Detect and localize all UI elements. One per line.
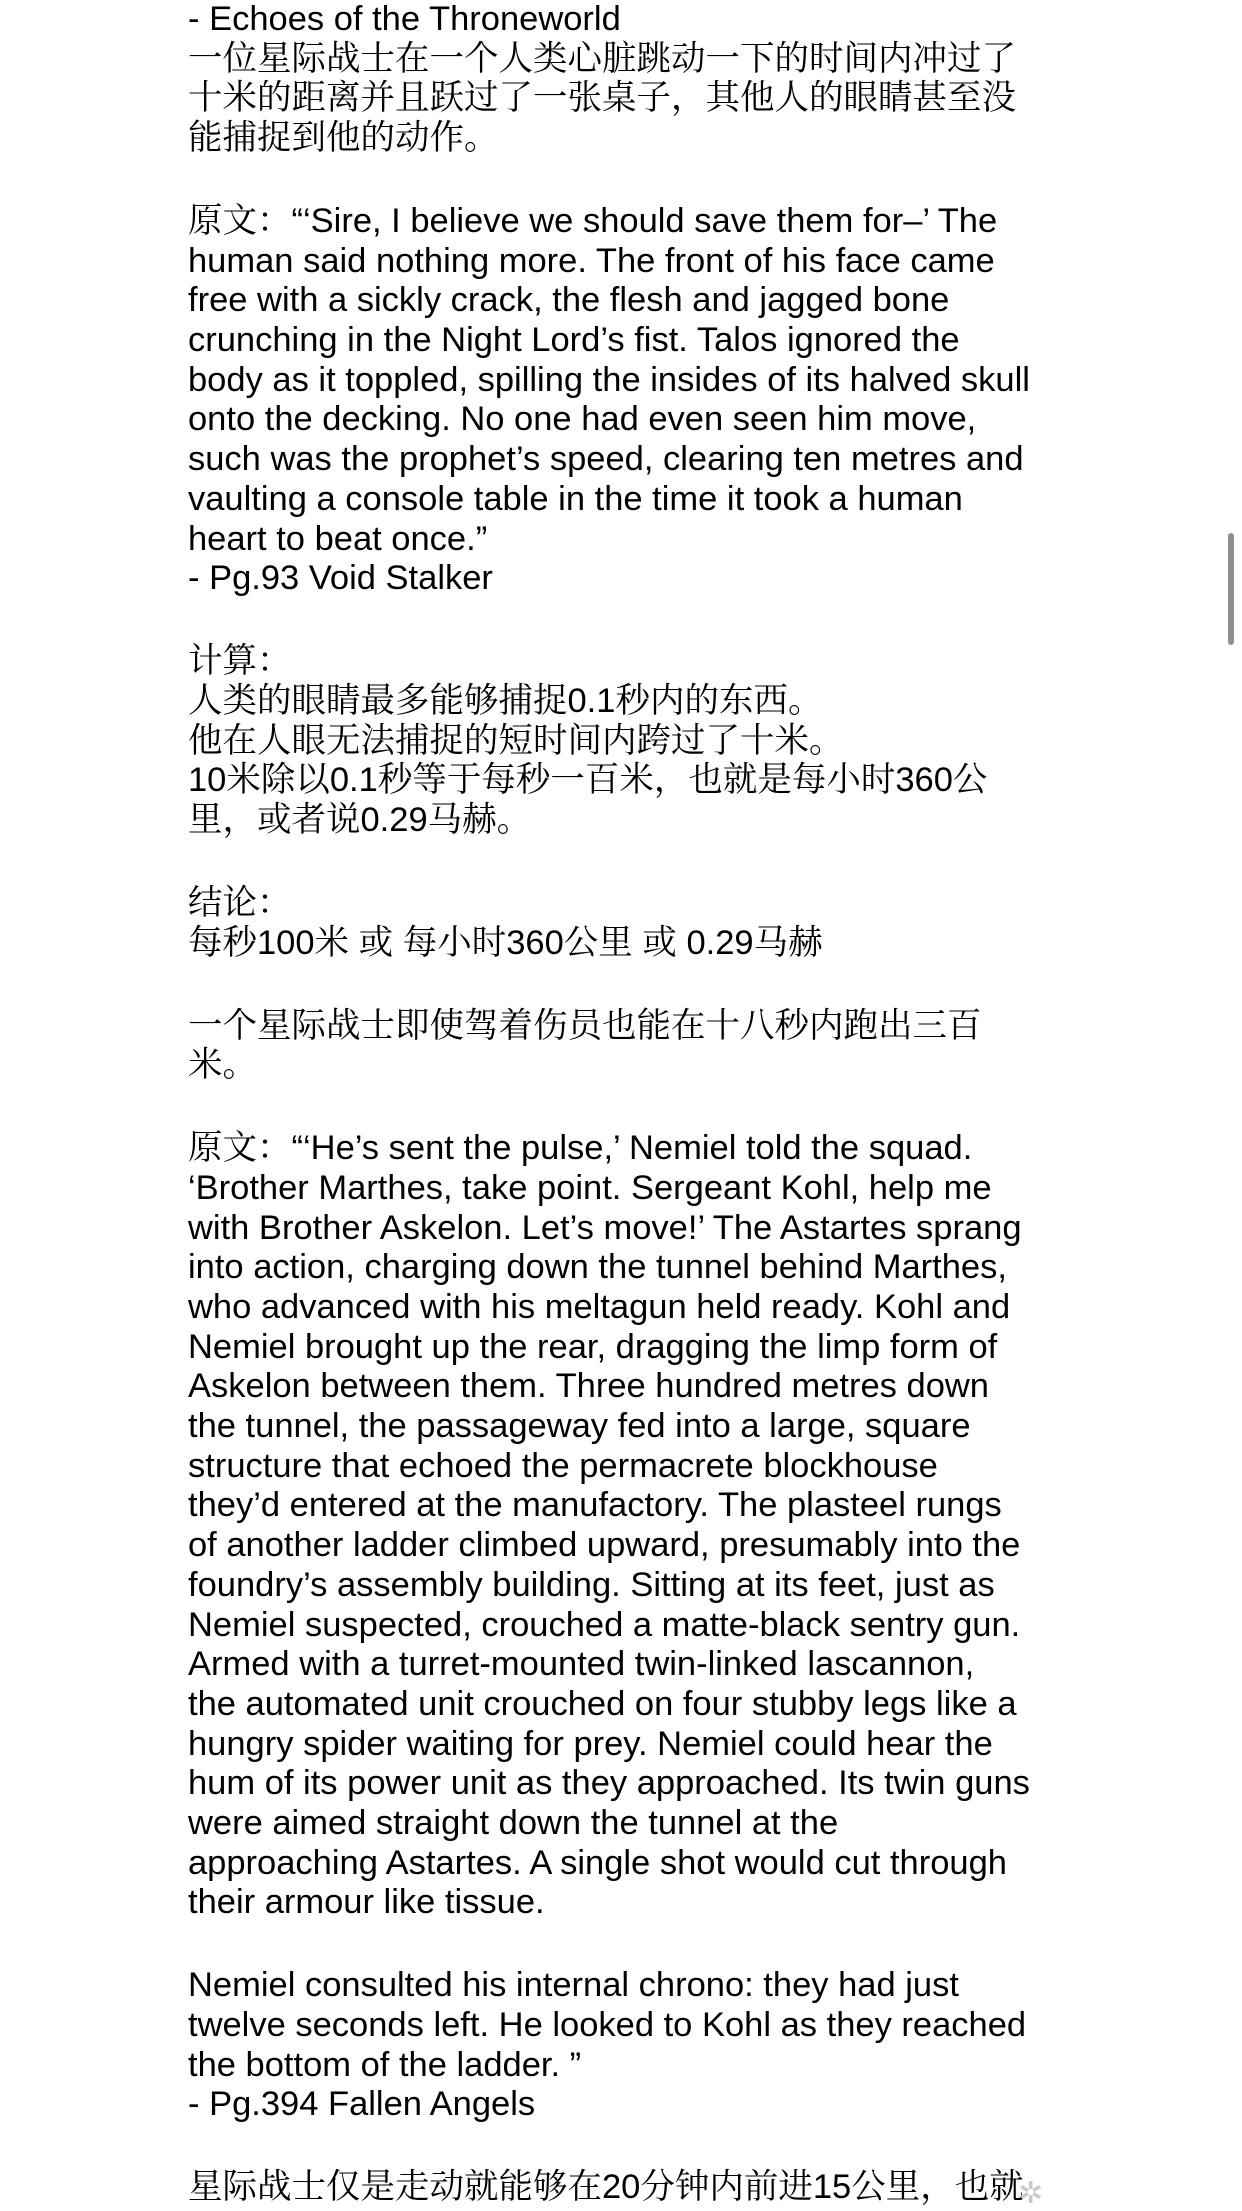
paragraph bbox=[188, 642, 1068, 840]
text-line: who advanced with his meltagun held ready. Kohl and bbox=[188, 1288, 1011, 1327]
text-line: - Pg.394 Fallen Angels bbox=[188, 2085, 536, 2124]
text-line: heart to beat once.” bbox=[188, 519, 488, 558]
paragraph bbox=[188, 884, 1068, 963]
text-line: body as it toppled, spilling the insides of its halved skull bbox=[188, 360, 1030, 399]
paragraph-gap bbox=[188, 1086, 1068, 1129]
paragraph-gap bbox=[188, 841, 1068, 884]
text-line: 一位星际战士在一个人类心脏跳动一下的时间内冲过了 bbox=[188, 39, 1016, 78]
paragraph bbox=[188, 202, 1068, 599]
text-line: Nemiel consulted his internal chrono: they had just bbox=[188, 1966, 959, 2005]
text-line: 他在人眼无法捕捉的短时间内跨过了十米。 bbox=[188, 721, 844, 760]
text-line: the automated unit crouched on four stubby legs like a bbox=[188, 1684, 1017, 1723]
paragraph-gap bbox=[188, 2125, 1068, 2168]
paragraph bbox=[188, 1966, 1068, 2125]
text-line: into action, charging down the tunnel behind Marthes, bbox=[188, 1248, 1007, 1287]
text-line: 星际战士仅是走动就能够在20分钟内前进15公里，也就 bbox=[188, 2168, 1024, 2207]
text-line: structure that echoed the permacrete blockhouse bbox=[188, 1446, 938, 1485]
text-line: crunching in the Night Lord’s fist. Talos ignored the bbox=[188, 321, 960, 360]
text-line: free with a sickly crack, the flesh and jagged bone bbox=[188, 281, 950, 320]
text-line: 米。 bbox=[188, 1046, 257, 1085]
watermark-icon: ✲ bbox=[1018, 2176, 1044, 2211]
paragraph-gap bbox=[188, 159, 1068, 202]
text-line: 结论： bbox=[188, 883, 292, 922]
text-line: 每秒100米 或 每小时360公里 或 0.29马赫 bbox=[188, 923, 823, 962]
text-line: 人类的眼睛最多能够捕捉0.1秒内的东西。 bbox=[188, 681, 823, 720]
paragraph bbox=[188, 1007, 1068, 1086]
text-line: 计算： bbox=[188, 642, 292, 681]
paragraph-gap bbox=[188, 963, 1068, 1006]
paragraph bbox=[188, 0, 1068, 159]
text-line: 里，或者说0.29马赫。 bbox=[188, 800, 532, 839]
text-line: 10米除以0.1秒等于每秒一百米，也就是每小时360公 bbox=[188, 761, 988, 800]
text-line: 一个星际战士即使驾着伤员也能在十八秒内跑出三百 bbox=[188, 1006, 982, 1045]
text-line: of another ladder climbed upward, presumably into the bbox=[188, 1526, 1021, 1565]
text-line: twelve seconds left. He looked to Kohl as they reached bbox=[188, 2006, 1027, 2045]
text-line: Nemiel brought up the rear, dragging the limp form of bbox=[188, 1327, 998, 1366]
text-line: such was the prophet’s speed, clearing ten metres and bbox=[188, 440, 1024, 479]
text-line: hum of its power unit as they approached. Its twin guns bbox=[188, 1764, 1030, 1803]
text-line: onto the decking. No one had even seen him move, bbox=[188, 400, 977, 439]
text-line: were aimed straight down the tunnel at the bbox=[188, 1803, 839, 1842]
text-line: Askelon between them. Three hundred metres down bbox=[188, 1367, 989, 1406]
text-line: 原文：“‘Sire, I believe we should save them for–’ The bbox=[188, 202, 998, 241]
text-line: human said nothing more. The front of his face came bbox=[188, 241, 995, 280]
text-line: with Brother Askelon. Let’s move!’ The Astartes sprang bbox=[188, 1208, 1022, 1247]
text-line: they’d entered at the manufactory. The plasteel rungs bbox=[188, 1486, 1002, 1525]
text-line: Armed with a turret-mounted twin-linked lascannon, bbox=[188, 1645, 975, 1684]
paragraph bbox=[188, 1129, 1068, 1923]
article-body bbox=[188, 0, 1068, 2208]
text-line: 能捕捉到他的动作。 bbox=[188, 119, 499, 158]
text-line: 原文：“‘He’s sent the pulse,’ Nemiel told the squad. bbox=[188, 1129, 973, 1168]
paragraph-gap bbox=[188, 599, 1068, 642]
text-line: vaulting a console table in the time it took a human bbox=[188, 479, 963, 518]
paragraph bbox=[188, 2168, 1068, 2208]
text-line: their armour like tissue. bbox=[188, 1883, 545, 1922]
text-line: - Pg.93 Void Stalker bbox=[188, 559, 493, 598]
scrollbar-thumb[interactable] bbox=[1228, 533, 1234, 645]
text-line: approaching Astartes. A single shot would cut through bbox=[188, 1843, 1007, 1882]
text-line: foundry’s assembly building. Sitting at its feet, just as bbox=[188, 1565, 995, 1604]
text-line: - Echoes of the Throneworld bbox=[188, 0, 621, 38]
text-line: the tunnel, the passageway fed into a large, square bbox=[188, 1407, 971, 1446]
text-line: 十米的距离并且跃过了一张桌子，其他人的眼睛甚至没 bbox=[188, 79, 1016, 118]
text-line: the bottom of the ladder. ” bbox=[188, 2045, 582, 2084]
paragraph-gap bbox=[188, 1923, 1068, 1966]
text-line: Nemiel suspected, crouched a matte-black sentry gun. bbox=[188, 1605, 1021, 1644]
text-line: ‘Brother Marthes, take point. Sergeant Kohl, help me bbox=[188, 1168, 992, 1207]
text-line: hungry spider waiting for prey. Nemiel could hear the bbox=[188, 1724, 993, 1763]
